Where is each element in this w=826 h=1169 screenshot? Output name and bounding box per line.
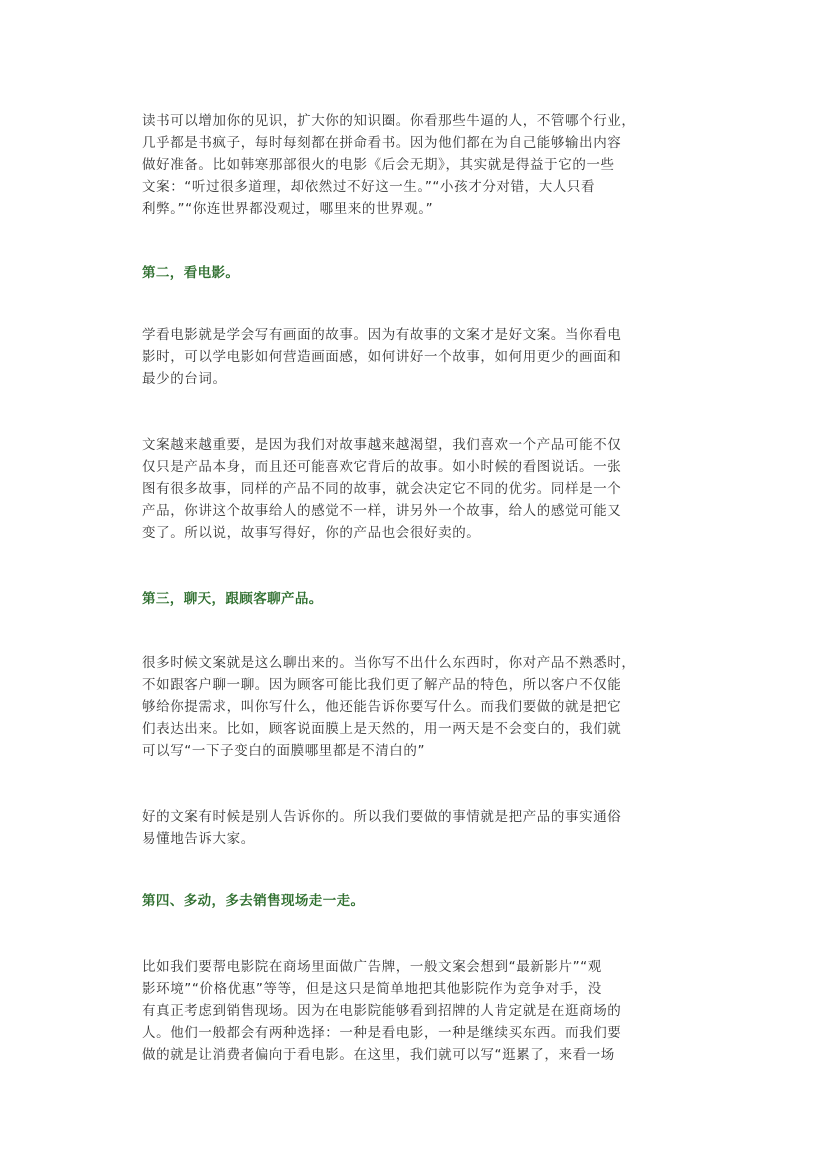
- paragraph-line: 读书可以增加你的见识，扩大你的知识圈。你看那些牛逼的人，不管哪个行业，: [142, 113, 636, 129]
- paragraph-line: 文案：“听过很多道理，却依然过不好这一生。”“小孩才分对错，大人只看: [142, 179, 596, 195]
- paragraph-stories: [142, 434, 702, 544]
- paragraph-line: 可以写“一下子变白的面膜哪里都是不清白的”: [142, 743, 426, 759]
- paragraph-line: 产品，你讲这个故事给人的感觉不一样，讲另外一个故事，给人的感觉可能又: [142, 503, 622, 519]
- paragraph-line: 最少的台词。: [142, 371, 227, 387]
- paragraph-good-copy: [142, 806, 702, 850]
- paragraph-sales-site: [142, 956, 702, 1066]
- paragraph-line: 文案越来越重要，是因为我们对故事越来越渴望，我们喜欢一个产品可能不仅: [142, 437, 622, 453]
- paragraph-line: 比如我们要帮电影院在商场里面做广告牌，一般文案会想到“最新影片”“观: [142, 959, 602, 975]
- paragraph-line: 仅只是产品本身，而且还可能喜欢它背后的故事。如小时候的看图说话。一张: [142, 459, 622, 475]
- paragraph-line: 易懂地告诉大家。: [142, 831, 255, 847]
- paragraph-line: 几乎都是书疯子，每时每刻都在拼命看书。因为他们都在为自己能够输出内容: [142, 135, 622, 151]
- paragraph-line: 够给你提需求，叫你写什么，他还能告诉你要写什么。而我们要做的就是把它: [142, 699, 622, 715]
- paragraph-line: 们表达出来。比如，顾客说面膜上是天然的，用一两天是不会变白的，我们就: [142, 721, 622, 737]
- paragraph-chatting: [142, 652, 702, 762]
- section-heading-2: 第二，看电影。: [142, 265, 240, 281]
- paragraph-line: 图有很多故事，同样的产品不同的故事，就会决定它不同的优劣。同样是一个: [142, 481, 622, 497]
- paragraph-line: 影时，可以学电影如何营造画面感，如何讲好一个故事，如何用更少的画面和: [142, 349, 622, 365]
- section-heading-3: 第三，聊天，跟顾客聊产品。: [142, 591, 323, 607]
- paragraph-reading: [142, 110, 702, 220]
- paragraph-line: 利弊。”“你连世界都没观过，哪里来的世界观。”: [142, 201, 434, 217]
- paragraph-line: 学看电影就是学会写有画面的故事。因为有故事的文案才是好文案。当你看电: [142, 327, 622, 343]
- paragraph-line: 有真正考虑到销售现场。因为在电影院能够看到招牌的人肯定就是在逛商场的: [142, 1003, 622, 1019]
- paragraph-line: 影环境”“价格优惠”等等，但是这只是简单地把其他影院作为竞争对手，没: [142, 981, 602, 997]
- paragraph-line: 变了。所以说，故事写得好，你的产品也会很好卖的。: [142, 525, 481, 541]
- paragraph-line: 好的文案有时候是别人告诉你的。所以我们要做的事情就是把产品的事实通俗: [142, 809, 622, 825]
- paragraph-movies: [142, 324, 702, 390]
- paragraph-line: 很多时候文案就是这么聊出来的。当你写不出什么东西时，你对产品不熟悉时，: [142, 655, 636, 671]
- section-heading-4: 第四、多动，多去销售现场走一走。: [142, 893, 365, 909]
- paragraph-line: 人。他们一般都会有两种选择：一种是看电影，一种是继续买东西。而我们要: [142, 1025, 622, 1041]
- paragraph-line: 不如跟客户聊一聊。因为顾客可能比我们更了解产品的特色，所以客户不仅能: [142, 677, 622, 693]
- paragraph-line: 做的就是让消费者偏向于看电影。在这里，我们就可以写“逛累了，来看一场: [142, 1047, 615, 1063]
- paragraph-line: 做好准备。比如韩寒那部很火的电影《后会无期》，其实就是得益于它的一些: [142, 157, 615, 173]
